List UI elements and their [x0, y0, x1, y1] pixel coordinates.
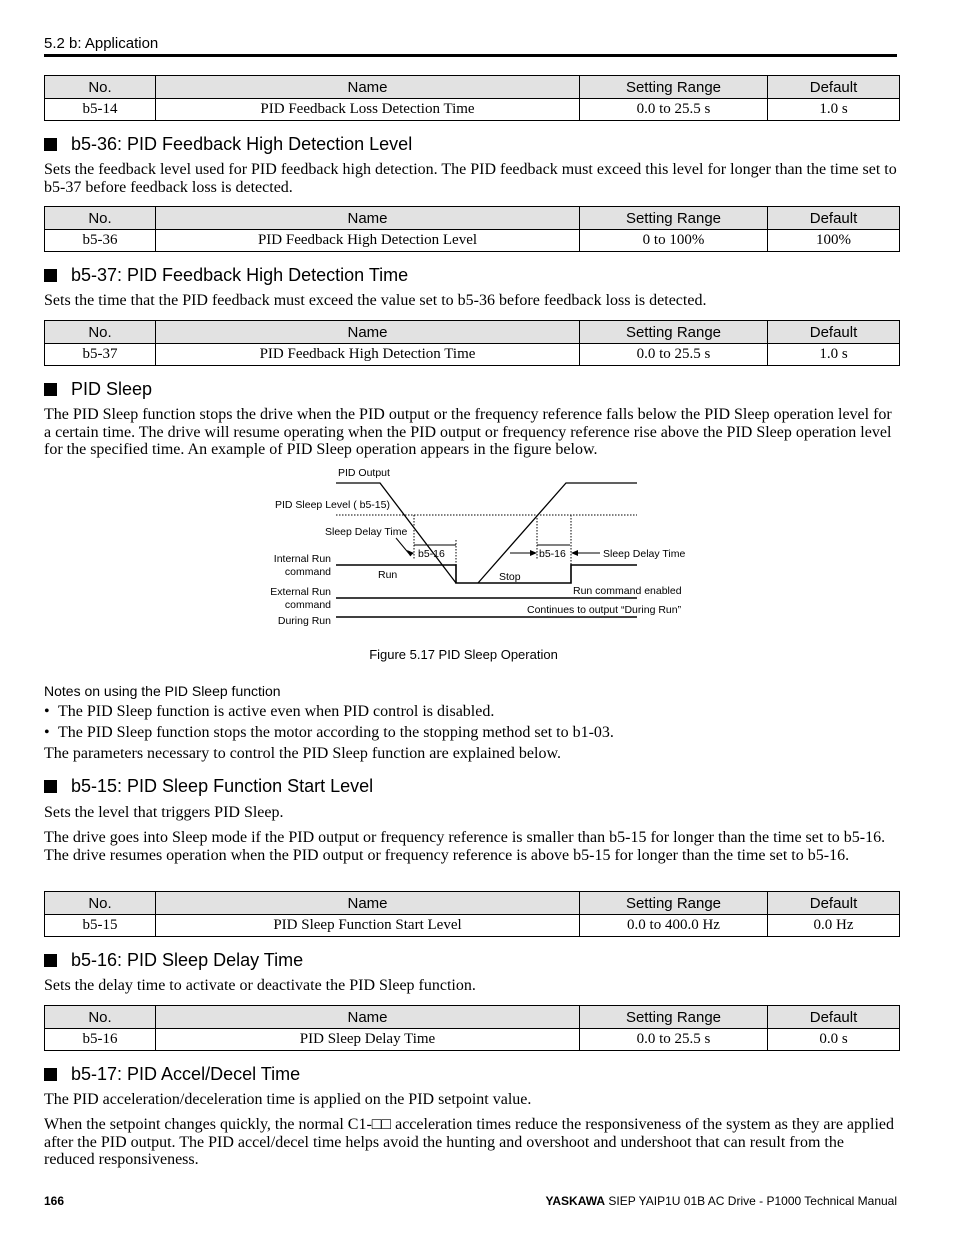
table-row: [45, 344, 900, 366]
section-header: 5.2 b: Application: [44, 35, 897, 57]
brand-name: YASKAWA: [545, 1194, 606, 1208]
param-default: 1.0 s: [768, 99, 900, 121]
stop-label: Stop: [499, 571, 521, 583]
col-range: Setting Range: [580, 207, 768, 230]
run-command-enabled-label: Run command enabled: [573, 585, 682, 597]
param-name: PID Sleep Delay Time: [156, 1029, 580, 1051]
col-no: No.: [45, 321, 156, 344]
during-run-label: During Run: [277, 615, 331, 627]
table-row: [45, 99, 900, 121]
table-row: [45, 1029, 900, 1051]
pid-output-rise-line: [478, 483, 637, 583]
section-text: Sets the feedback level used for PID feedback high detection. The PID feedback must exceed this level for longer than the time set to b5-37 before feedback loss is detected.: [44, 161, 897, 196]
b5-16-left-label: b5-16: [418, 548, 445, 560]
param-no: b5-37: [45, 344, 156, 366]
square-bullet-icon: [44, 954, 57, 967]
table-b5-15: [44, 891, 897, 937]
table-row: [45, 230, 900, 252]
bullet-text: The PID Sleep function is active even when PID control is disabled.: [58, 703, 495, 720]
col-default: Default: [768, 207, 900, 230]
external-run-label: External Run: [270, 586, 331, 598]
section-heading: b5-36: PID Feedback High Detection Level: [44, 134, 897, 155]
section-text: The PID Sleep function stops the drive when the PID output or the frequency reference falls below the PID Sleep operation level for a certain time. The drive will resume operating when the PID output or frequency reference rise above the PID Sleep operation level for the specified time. An example of PID Sleep operation appears in the figure below.: [44, 406, 892, 458]
col-no: No.: [45, 76, 156, 99]
section-b5-37: [44, 265, 897, 286]
section-heading: b5-16: PID Sleep Delay Time: [44, 950, 897, 971]
col-range: Setting Range: [580, 321, 768, 344]
continues-label: Continues to output “During Run”: [527, 604, 682, 616]
square-bullet-icon: [44, 780, 57, 793]
section-heading: b5-17: PID Accel/Decel Time: [44, 1064, 897, 1085]
square-bullet-icon: [44, 138, 57, 151]
param-no: b5-16: [45, 1029, 156, 1051]
param-name: PID Sleep Function Start Level: [156, 915, 580, 937]
notes-after-text: The parameters necessary to control the PID Sleep function are explained below.: [44, 745, 561, 762]
external-run-label-2: command: [284, 599, 331, 611]
section-b5-17: [44, 1064, 897, 1085]
figure-caption: Figure 5.17 PID Sleep Operation: [369, 647, 558, 662]
col-default: Default: [768, 76, 900, 99]
internal-run-label-2: command: [284, 566, 331, 578]
section-b5-16: [44, 950, 897, 971]
square-bullet-icon: [44, 269, 57, 282]
param-default: 0.0 s: [768, 1029, 900, 1051]
param-no: b5-14: [45, 99, 156, 121]
col-range: Setting Range: [580, 1006, 768, 1029]
col-default: Default: [768, 321, 900, 344]
param-range: 0.0 to 25.5 s: [580, 1029, 768, 1051]
param-range: 0.0 to 25.5 s: [580, 99, 768, 121]
section-heading: PID Sleep: [44, 379, 897, 400]
arrow-icon: [530, 550, 537, 556]
col-no: No.: [45, 892, 156, 915]
col-name: Name: [156, 892, 580, 915]
section-heading: b5-15: PID Sleep Function Start Level: [44, 776, 897, 797]
param-default: 0.0 Hz: [768, 915, 900, 937]
col-name: Name: [156, 321, 580, 344]
arrow-icon: [407, 550, 414, 556]
col-name: Name: [156, 76, 580, 99]
internal-run-signal: [336, 565, 637, 583]
col-range: Setting Range: [580, 76, 768, 99]
param-range: 0.0 to 25.5 s: [580, 344, 768, 366]
list-item: • The PID Sleep function stops the motor according to the stopping method set to b1-03.: [44, 724, 614, 741]
col-name: Name: [156, 1006, 580, 1029]
section-text: The drive goes into Sleep mode if the PID output or frequency reference is smaller than b5-15 for longer than the time set to b5-16. The drive resumes operation when the PID output or frequency reference is above b5-15 for longer than the time set to b5-16.: [44, 829, 886, 864]
param-default: 1.0 s: [768, 344, 900, 366]
param-no: b5-36: [45, 230, 156, 252]
param-name: PID Feedback High Detection Time: [156, 344, 580, 366]
section-pid-sleep: [44, 379, 897, 400]
table-row: [45, 915, 900, 937]
section-b5-36: [44, 134, 897, 155]
footer-text: [545, 1194, 897, 1208]
param-name: PID Feedback Loss Detection Time: [156, 99, 580, 121]
param-name: PID Feedback High Detection Level: [156, 230, 580, 252]
sleep-level-label: PID Sleep Level ( b5-15): [275, 499, 390, 511]
col-range: Setting Range: [580, 892, 768, 915]
page-number: 166: [44, 1194, 65, 1208]
section-heading: b5-37: PID Feedback High Detection Time: [44, 265, 897, 286]
arrow-icon: [571, 550, 578, 556]
col-no: No.: [45, 1006, 156, 1029]
sleep-delay-left-label: Sleep Delay Time: [325, 526, 408, 538]
col-no: No.: [45, 207, 156, 230]
bullet-text: The PID Sleep function stops the motor according to the stopping method set to b1-03.: [58, 724, 614, 741]
manual-title: SIEP YAIP1U 01B AC Drive - P1000 Technical Manual: [605, 1194, 897, 1208]
param-no: b5-15: [45, 915, 156, 937]
table-b5-37: [44, 320, 897, 366]
table-b5-16: [44, 1005, 897, 1051]
section-text: The PID acceleration/deceleration time is applied on the PID setpoint value.: [44, 1091, 532, 1108]
notes-title: Notes on using the PID Sleep function: [44, 683, 281, 699]
b5-16-right-label: b5-16: [539, 548, 566, 560]
col-default: Default: [768, 1006, 900, 1029]
leader-line: [396, 538, 411, 556]
param-range: 0 to 100%: [580, 230, 768, 252]
list-item: • The PID Sleep function is active even when PID control is disabled.: [44, 703, 495, 720]
section-text: When the setpoint changes quickly, the normal C1-□□ acceleration times reduce the responsiveness of the system as they are applied after the PID output. The PID accel/decel time helps avoid the hunting and overshoot and undershoot that can result from the reduced responsiveness.: [44, 1116, 895, 1168]
param-default: 100%: [768, 230, 900, 252]
table-b5-36: [44, 206, 897, 252]
notes-list: [44, 703, 897, 763]
internal-run-label: Internal Run: [273, 553, 331, 565]
section-b5-15: [44, 776, 897, 797]
pid-output-label: PID Output: [338, 467, 390, 479]
param-range: 0.0 to 400.0 Hz: [580, 915, 768, 937]
sleep-delay-right-label: Sleep Delay Time: [603, 548, 686, 560]
col-name: Name: [156, 207, 580, 230]
section-text: Sets the delay time to activate or deactivate the PID Sleep function.: [44, 977, 476, 994]
table-b5-14: [44, 75, 897, 121]
section-text: Sets the level that triggers PID Sleep.: [44, 804, 284, 821]
square-bullet-icon: [44, 1068, 57, 1081]
col-default: Default: [768, 892, 900, 915]
square-bullet-icon: [44, 383, 57, 396]
section-text: Sets the time that the PID feedback must exceed the value set to b5-36 before feedback loss is detected.: [44, 292, 707, 309]
run-label: Run: [378, 569, 398, 581]
pid-output-fall-line: [336, 483, 456, 583]
